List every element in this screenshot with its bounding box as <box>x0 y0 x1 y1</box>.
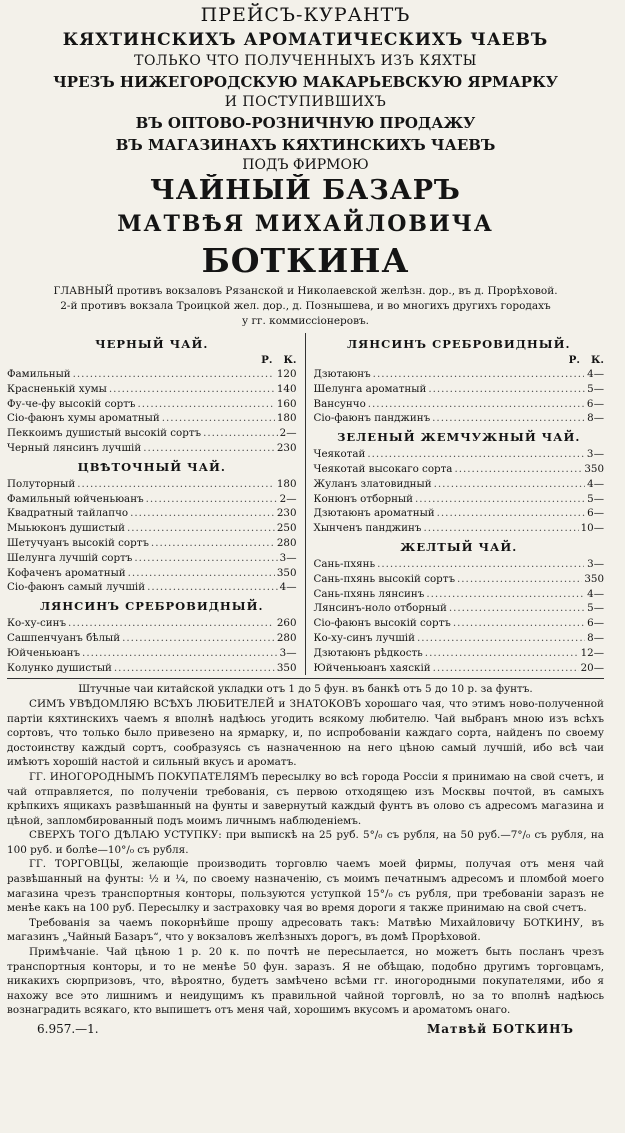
price-kopecks: 40 <box>283 382 297 395</box>
tea-name: Юйченьюанъ <box>7 646 81 659</box>
price-rubles: 1 <box>276 477 284 490</box>
price-row <box>7 646 297 661</box>
price-rubles: 2 <box>276 536 284 549</box>
price-kopecks: — <box>593 507 604 520</box>
price-kopecks: 50 <box>283 522 297 535</box>
leader-dots <box>134 551 277 566</box>
tea-name: Жуланъ златовидный <box>313 477 432 490</box>
price-row <box>7 580 297 595</box>
price-kopecks: — <box>593 602 604 615</box>
leader-dots <box>457 572 582 587</box>
rk-header <box>314 354 605 367</box>
price-row <box>314 477 605 492</box>
leader-dots <box>73 367 274 382</box>
kopecks-header: К. <box>283 354 297 366</box>
announcement-text <box>7 682 604 1018</box>
owner-patronymic: МАТВѢЯ МИХАЙЛОВИЧА <box>117 211 494 237</box>
tea-name: Сіо-фаюнъ панджинъ <box>313 412 431 425</box>
section-title: ЖЕЛТЫЙ ЧАЙ. <box>400 539 518 554</box>
leader-dots <box>122 631 275 646</box>
tea-name: Чеякотай высокаго сорта <box>313 462 453 475</box>
price-kopecks: 50 <box>283 661 297 674</box>
price-row <box>314 631 605 646</box>
price-row <box>314 492 605 507</box>
leader-dots <box>425 646 579 661</box>
tea-name: Шетучуанъ высокій сортъ <box>7 536 149 549</box>
leader-dots <box>415 492 585 507</box>
price-kopecks: 30 <box>283 441 297 454</box>
price-list-page <box>0 2 611 1133</box>
price-column-left <box>7 333 306 675</box>
price-kopecks: 50 <box>590 462 604 475</box>
leader-dots <box>109 382 275 397</box>
price-rubles: 5 <box>587 602 594 615</box>
section-title: ЛЯНСИНЪ СРЕБРОВИДНЫЙ. <box>40 599 264 614</box>
tea-name: Сашпенчуанъ бѣлый <box>7 631 121 644</box>
price-rubles: 3 <box>276 661 284 674</box>
price-kopecks: — <box>593 587 604 600</box>
price-rubles: 1 <box>276 368 284 380</box>
subtitle-arrived: И ПОСТУПИВШИХЪ <box>224 94 387 110</box>
price-kopecks: — <box>593 617 604 630</box>
leader-dots <box>417 631 585 646</box>
leader-dots <box>203 426 278 441</box>
price-rubles: 10 <box>580 522 594 535</box>
price-rubles: 6 <box>586 397 594 410</box>
notice-paragraph: СИМЪ УВѢДОМЛЯЮ ВСѢХЪ ЛЮБИТЕЛЕЙ и ЗНАТОКОВЪ хорошаго чая, что этимъ ново-полученной партіи кяхтинскихъ чаемъ я вполнѣ надѣюсь угодить всякому любителю. Чай выбранъ мною изъ всѣхъ сортовъ, что только было привезено на ярмарку, и, по испробованіи каждаго сорта, найденъ по своему достоинству каждый сортъ, сообразуясь съ назначенною на него цѣною самый лучшій, ибо всѣ чаи имѣютъ хорошій настой и сильный вкусъ и ароматъ. <box>7 697 604 769</box>
merchants-paragraph: ГГ. ТОРГОВЦЫ, желающіе производить торговлю чаемъ моей фирмы, получая отъ меня чай развѣшанный на фунты: ½ и ¼, по своему назначенію, съ моимъ печатнымъ адресомъ и пломбой моего магазина чрезъ транспортныя конторы, пользуются уступкой 15°/₀ съ рубля, при требованіи заразъ не менѣе какъ на 100 руб. Пересылку и застраховку чая во время дороги я также принимаю на свой счетъ. <box>7 858 604 915</box>
price-rubles: 5 <box>587 382 594 395</box>
section-title: ЛЯНСИНЪ СРЕБРОВИДНЫЙ. <box>347 337 571 351</box>
price-rubles: 1 <box>276 382 284 395</box>
leader-dots <box>127 521 275 536</box>
price-columns <box>7 333 604 675</box>
price-row <box>7 551 297 566</box>
price-kopecks: 80 <box>283 536 297 549</box>
out-of-town-paragraph: ГГ. ИНОГОРОДНЫМЪ ПОКУПАТЕЛЯМЪ пересылку во всѣ города Россіи я принимаю на свой счетъ, и чай отправляется, по полученіи требованія, съ первою отходящею изъ Москвы почтой, въ самыхъ крѣпкихъ ящикахъ развѣшанный на фунты и завернутый каждый фунтъ въ олово съ адресомъ магазина и цѣной, запломбированный подъ моимъ личнымъ наблюденіемъ. <box>7 770 604 827</box>
leader-dots <box>82 646 277 661</box>
address-main: ГЛАВНЫЙ противъ вокзаловъ Рязанской и Николаевской желѣзн. дор., въ д. Прорѣховой. <box>53 285 558 297</box>
tea-name: Ко-ху-синъ <box>7 617 67 630</box>
leader-dots <box>138 397 275 412</box>
address-second: 2-й противъ вокзала Троицкой жел. дор., д. Познышева, и во многихъ другихъ городахъ <box>60 300 551 312</box>
tea-name: Фу-че-фу высокій сортъ <box>7 397 136 410</box>
price-kopecks: — <box>286 551 297 564</box>
price-row <box>314 601 605 616</box>
leader-dots <box>434 477 586 492</box>
price-row <box>314 447 605 462</box>
leader-dots <box>373 367 584 382</box>
price-row <box>314 367 605 382</box>
tea-name: Сань-пхянь лянсинъ <box>313 587 425 600</box>
price-kopecks: 30 <box>283 507 297 520</box>
tea-name: Красненькій хумы <box>7 382 107 395</box>
leader-dots <box>453 616 585 631</box>
price-kopecks: — <box>286 427 297 440</box>
price-row <box>7 506 297 521</box>
price-rubles: 4 <box>587 477 594 490</box>
price-kopecks: 60 <box>283 617 297 630</box>
price-row <box>7 521 297 536</box>
leader-dots <box>367 447 583 462</box>
title-kyakhta-teas: КЯХТИНСКИХЪ АРОМАТИЧЕСКИХЪ ЧАЕВЪ <box>62 30 549 50</box>
price-rubles: 1 <box>276 412 284 425</box>
price-rubles: 6 <box>587 617 594 630</box>
price-kopecks: — <box>286 492 297 505</box>
price-kopecks: — <box>593 661 604 674</box>
tea-name: Вансунчо <box>313 397 366 410</box>
price-row <box>314 587 605 602</box>
tea-name: Хынченъ панджинъ <box>313 522 422 535</box>
price-rubles: 2 <box>276 507 284 520</box>
price-rubles: 2 <box>276 441 284 454</box>
note-paragraph: Примѣчаніе. Чай цѣною 1 р. 20 к. по почтѣ не пересылается, но можетъ быть посланъ чрезъ транспортныя конторы, и то не менѣе 50 фун. заразъ. Я не обѣщаю, подобно другимъ торговцамъ, никакихъ сюрпризовъ, что, вѣроятно, будетъ замѣчено всѣми гг. иногородными покупателями, ибо я нахожу все это лишнимъ и неидущимъ къ правильной чайной торговлѣ, но за то вполнѣ надѣюсь вознаградить всякаго, кто выпишетъ отъ меня чай, хорошимъ вкусомъ и ароматомъ онаго. <box>7 946 604 1017</box>
price-kopecks: 50 <box>590 572 604 585</box>
price-rubles: 12 <box>580 646 594 659</box>
leader-dots <box>368 397 584 412</box>
price-rubles: 8 <box>587 412 594 425</box>
section-title: ЦВѢТОЧНЫЙ ЧАЙ. <box>77 459 226 474</box>
price-rubles: 3 <box>279 646 287 659</box>
tea-name: Дзютаюнъ рѣдкость <box>313 646 423 659</box>
price-kopecks: — <box>593 382 604 395</box>
price-rubles: 2 <box>276 522 284 535</box>
price-rubles: 1 <box>276 397 284 410</box>
tea-name: Ко-ху-синъ лучшій <box>313 631 415 644</box>
leader-dots <box>454 462 582 477</box>
price-kopecks: — <box>593 368 604 380</box>
tea-name: Сань-пхянь <box>313 557 376 570</box>
price-row <box>314 557 605 572</box>
tea-name: Кофаченъ ароматный <box>7 566 126 579</box>
price-row <box>7 477 297 492</box>
leader-dots <box>433 661 579 676</box>
price-row <box>7 367 297 382</box>
price-rubles: 3 <box>584 572 591 585</box>
price-kopecks: 80 <box>283 477 297 490</box>
tea-name: Мыьюконъ душистый <box>7 522 125 535</box>
price-row <box>314 397 605 412</box>
tea-name: Колунко душистый <box>7 661 112 674</box>
tea-name: Лянсинъ-ноло отборный <box>313 602 447 615</box>
leader-dots <box>114 661 275 676</box>
price-rubles: 3 <box>276 566 284 579</box>
leader-dots <box>437 506 586 521</box>
price-rubles: 4 <box>587 587 594 600</box>
firm-name: ЧАЙНЫЙ БАЗАРЪ <box>150 175 461 206</box>
owner-surname: БОТКИНА <box>201 241 410 280</box>
price-column-right <box>306 333 605 675</box>
price-rubles: 3 <box>587 557 594 570</box>
price-kopecks: — <box>593 557 604 570</box>
tea-name: Пеккоимъ душистый высокій сортъ <box>7 427 202 440</box>
price-kopecks: 60 <box>283 397 297 410</box>
tea-name: Сіо-фаюнъ самый лучшій <box>7 581 146 594</box>
price-rubles: 3 <box>586 448 594 461</box>
tea-name: Конюнъ отборный <box>313 492 413 505</box>
leader-dots <box>377 557 584 572</box>
tea-name: Фамильный юйченьюанъ <box>7 492 144 505</box>
rubles-header: Р. <box>568 354 580 366</box>
leader-dots <box>146 492 278 507</box>
leader-dots <box>128 566 275 581</box>
leader-dots <box>426 587 585 602</box>
price-row <box>7 566 297 581</box>
leader-dots <box>130 506 275 521</box>
divider <box>7 678 604 679</box>
discount-paragraph: СВЕРХЪ ТОГО ДѢЛАЮ УСТУПКУ: при выпискѣ на 25 руб. 5°/₀ съ рубля, на 50 руб.—7°/₀ съ рубля, на 100 руб. и болѣе—10°/₀ съ рубля. <box>7 829 604 856</box>
price-row <box>314 411 605 426</box>
price-row <box>7 536 297 551</box>
tea-name: Сань-пхянь высокій сортъ <box>313 572 456 585</box>
price-kopecks: — <box>593 412 604 425</box>
tea-name: Дзютаюнъ <box>313 368 371 380</box>
price-kopecks: — <box>593 646 604 659</box>
price-rubles: 2 <box>279 492 287 505</box>
price-row <box>314 572 605 587</box>
price-kopecks: — <box>593 492 604 505</box>
leader-dots <box>143 441 275 456</box>
leader-dots <box>428 382 585 397</box>
section-title: ЧЕРНЫЙ ЧАЙ. <box>95 337 209 351</box>
price-row <box>314 646 605 661</box>
subtitle-received: ТОЛЬКО ЧТО ПОЛУЧЕННЫХЪ ИЗЪ КЯХТЫ <box>134 53 477 69</box>
price-row <box>314 616 605 631</box>
leader-dots <box>432 411 585 426</box>
tea-name: Чеякотай <box>313 448 366 461</box>
price-row <box>7 661 297 676</box>
price-row <box>7 426 297 441</box>
leader-dots <box>449 601 585 616</box>
price-kopecks: — <box>593 522 604 535</box>
rubles-header: Р. <box>261 354 273 366</box>
address-paragraph: Требованія за чаемъ покорнѣйше прошу адресовать такъ: Матвѣю Михайловичу БОТКИНУ, въ магазинъ „Чайный Базаръ“, что у вокзаловъ желѣзныхъ дорогъ, въ домѣ Прорѣховой. <box>7 916 604 944</box>
address-agents: у гг. коммиссіонеровъ. <box>241 315 370 327</box>
tea-name: Дзютаюнъ ароматный <box>313 507 435 520</box>
tea-name: Черный лянсинъ лучшій <box>7 441 142 454</box>
price-rubles: 2 <box>276 631 284 644</box>
tea-name: Сіо-фаюнъ высокій сортъ <box>313 617 451 630</box>
title-price-list: ПРЕЙСЪ-КУРАНТЪ <box>200 4 411 26</box>
price-row <box>7 441 297 456</box>
price-row <box>314 661 605 676</box>
price-rubles: 2 <box>279 427 287 440</box>
price-kopecks: — <box>593 448 605 461</box>
price-kopecks: — <box>286 646 297 659</box>
price-row <box>7 616 297 631</box>
subtitle-sale: ВЪ ОПТОВО-РОЗНИЧНУЮ ПРОДАЖУ <box>135 114 476 132</box>
price-row <box>314 506 605 521</box>
addresses <box>7 284 604 329</box>
price-rubles: 6 <box>587 507 594 520</box>
tea-name: Полуторный <box>7 477 76 490</box>
price-kopecks: 20 <box>283 368 297 380</box>
price-kopecks: — <box>593 397 605 410</box>
subtitle-firm: ПОДЪ ФИРМОЮ <box>242 157 369 173</box>
price-rubles: 3 <box>279 551 287 564</box>
kopecks-header: К. <box>591 354 604 366</box>
price-kopecks: 80 <box>283 412 297 425</box>
price-rubles: 4 <box>279 581 287 594</box>
leader-dots <box>68 616 274 631</box>
price-kopecks: 80 <box>283 631 297 644</box>
leader-dots <box>162 411 275 426</box>
price-kopecks: — <box>593 477 604 490</box>
leader-dots <box>151 536 275 551</box>
price-row <box>7 492 297 507</box>
price-rubles: 8 <box>587 631 594 644</box>
tea-name: Квадратный тайлапчо <box>7 507 129 520</box>
subtitle-fair: ЧРЕЗЪ НИЖЕГОРОДСКУЮ МАКАРЬЕВСКУЮ ЯРМАРКУ <box>53 73 558 91</box>
price-row <box>7 631 297 646</box>
price-rubles: 20 <box>580 661 594 674</box>
tea-name: Сіо-фаюнъ хумы ароматный <box>7 412 160 425</box>
price-row <box>314 382 605 397</box>
price-row <box>7 411 297 426</box>
tea-name: Фамильный <box>7 368 71 380</box>
subtitle-shops: ВЪ МАГАЗИНАХЪ КЯХТИНСКИХЪ ЧАЕВЪ <box>115 136 496 154</box>
signature: Матвѣй БОТКИНЪ <box>426 1022 574 1036</box>
price-rubles: 4 <box>587 368 594 380</box>
price-rubles: 5 <box>587 492 594 505</box>
price-rubles: 2 <box>276 617 284 630</box>
price-kopecks: 50 <box>283 566 297 579</box>
leader-dots <box>77 477 274 492</box>
price-row <box>7 397 297 412</box>
tea-name: Шелунга ароматный <box>313 382 427 395</box>
footer <box>7 1022 604 1036</box>
leader-dots <box>423 521 578 536</box>
piece-teas-note: Штучные чаи китайской укладки отъ 1 до 5 фун. въ банкѣ отъ 5 до 10 р. за фунтъ. <box>78 683 533 696</box>
price-row <box>314 521 605 536</box>
tea-name: Юйченьюанъ хаяскій <box>313 661 431 674</box>
price-kopecks: — <box>286 581 297 594</box>
section-title: ЗЕЛЕНЫЙ ЖЕМЧУЖНЫЙ ЧАЙ. <box>337 430 581 445</box>
price-kopecks: — <box>593 631 604 644</box>
ad-number: 6.957.—1. <box>37 1022 99 1036</box>
tea-name: Шелунга лучшій сортъ <box>7 551 133 564</box>
leader-dots <box>147 580 278 595</box>
price-row <box>7 382 297 397</box>
rk-header <box>7 354 297 367</box>
price-rubles: 3 <box>584 462 591 475</box>
price-row <box>314 462 605 477</box>
